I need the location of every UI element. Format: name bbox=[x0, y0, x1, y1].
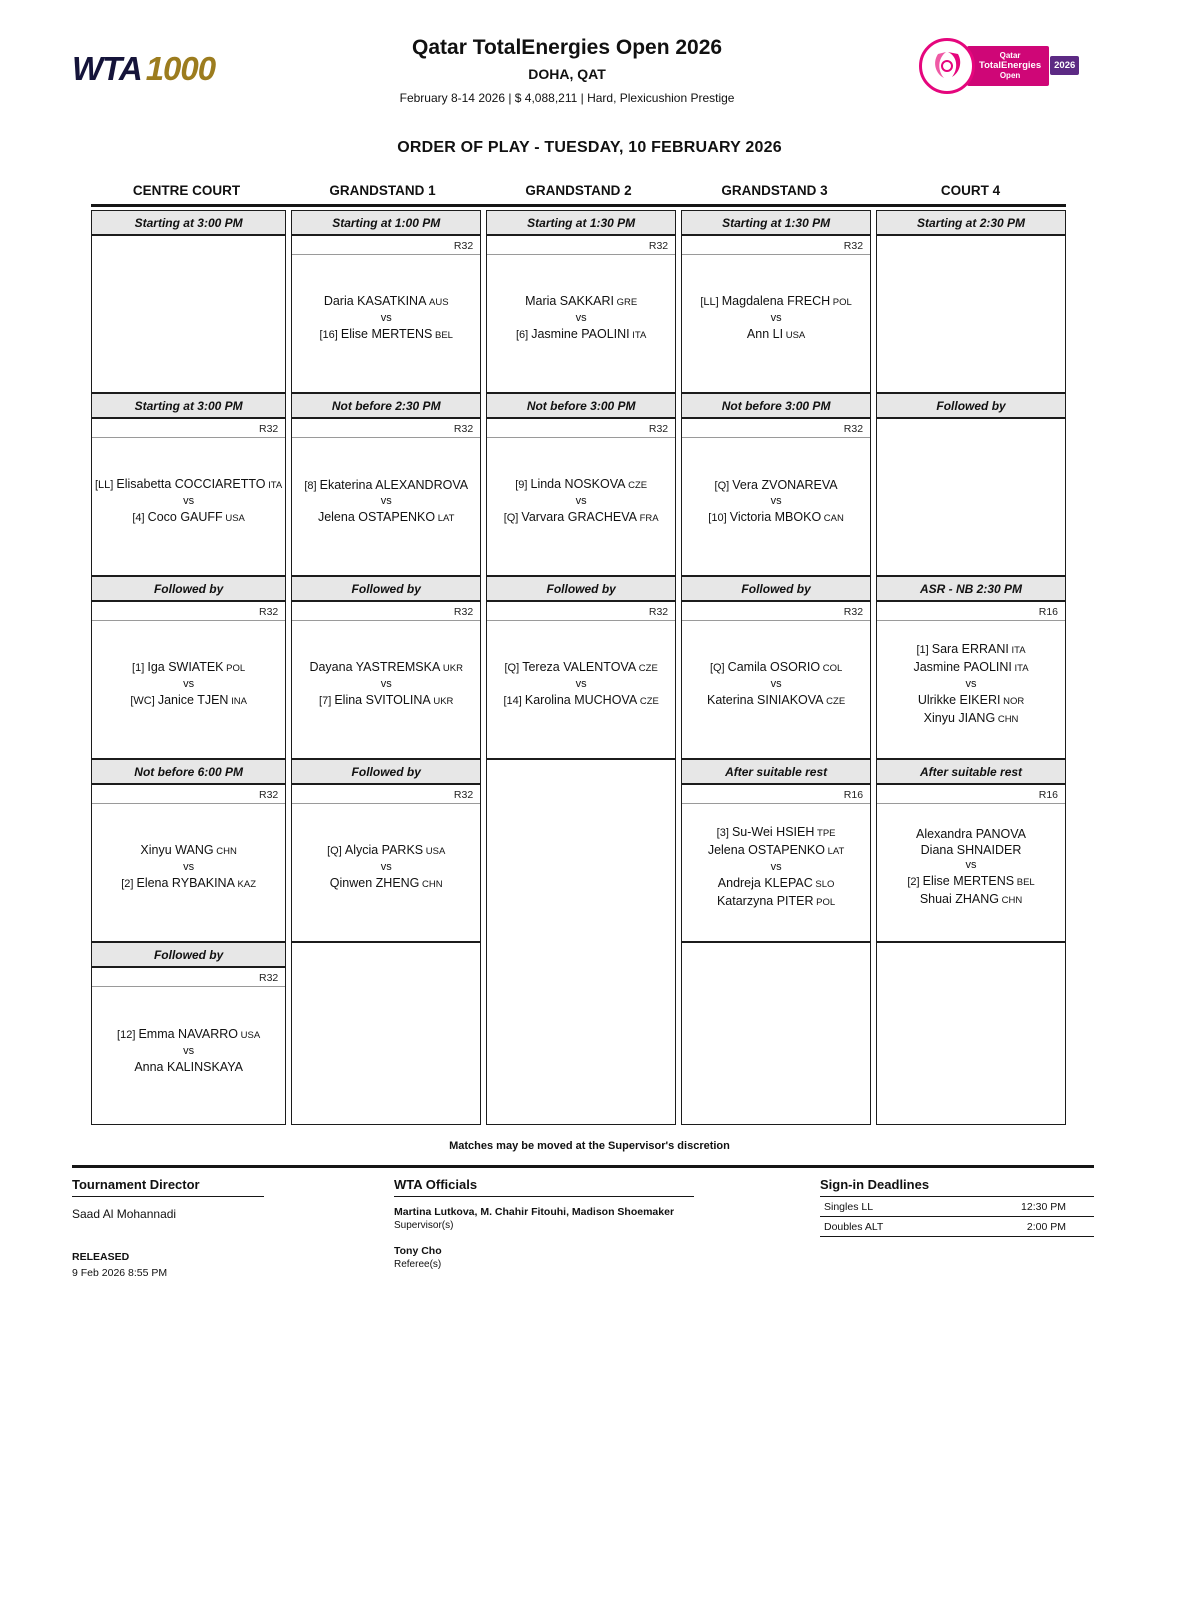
player-line: [Q] Camila OSORIO COL bbox=[709, 660, 843, 674]
country-code: LAT bbox=[435, 512, 455, 524]
player-line: Diana SHNAIDER bbox=[920, 843, 1022, 857]
empty-match-cell bbox=[876, 235, 1066, 393]
court-column-1 bbox=[291, 210, 481, 1125]
player-line: [WC] Janice TJEN INA bbox=[130, 693, 247, 707]
slot-time-header: Followed by bbox=[486, 576, 676, 601]
player-line: Qinwen ZHENG CHN bbox=[329, 876, 443, 890]
round-label: R32 bbox=[92, 785, 285, 804]
seed-label: [7] bbox=[319, 695, 335, 707]
country-code: CHN bbox=[995, 714, 1019, 725]
match-cell bbox=[91, 784, 286, 942]
player-line: [Q] Alycia PARKS USA bbox=[327, 843, 446, 857]
country-code: CAN bbox=[821, 512, 844, 524]
match-players bbox=[487, 438, 675, 575]
round-label: R32 bbox=[292, 419, 480, 438]
seed-label: [Q] bbox=[714, 479, 733, 492]
slot-time-header: Followed by bbox=[876, 393, 1066, 418]
slot-time-header: After suitable rest bbox=[876, 759, 1066, 784]
empty-cell bbox=[291, 942, 481, 1125]
vs-label: vs bbox=[770, 494, 782, 507]
match-players bbox=[877, 804, 1065, 941]
country-code: ITA bbox=[629, 330, 647, 341]
signin-deadlines-section bbox=[820, 1177, 1094, 1279]
tournament-title: Qatar TotalEnergies Open 2026 bbox=[412, 36, 723, 59]
player-line: Katerina SINIAKOVA CZE bbox=[707, 693, 846, 707]
country-code: ITA bbox=[265, 480, 283, 491]
country-code: KAZ bbox=[234, 879, 257, 890]
country-code: INA bbox=[228, 696, 247, 707]
round-label: R32 bbox=[487, 602, 675, 621]
player-line: [9] Linda NOSKOVA CZE bbox=[515, 477, 648, 491]
match-players bbox=[487, 255, 675, 392]
round-label: R32 bbox=[292, 236, 480, 255]
seed-label: [1] bbox=[132, 662, 148, 674]
match-cell bbox=[291, 235, 481, 393]
seed-label: [LL] bbox=[95, 479, 117, 491]
seed-label: [2] bbox=[121, 878, 137, 890]
round-label: R32 bbox=[682, 602, 870, 621]
round-label: R32 bbox=[92, 602, 285, 621]
wta-1000-logo bbox=[72, 50, 215, 88]
tournament-details: February 8-14 2026 | $ 4,088,211 | Hard, Plexicushion Prestige bbox=[399, 91, 735, 105]
country-code: COL bbox=[820, 663, 843, 674]
match-cell bbox=[486, 235, 676, 393]
player-line: [4] Coco GAUFF USA bbox=[132, 510, 245, 524]
country-code: ITA bbox=[1011, 663, 1029, 674]
country-code: BEL bbox=[432, 330, 453, 341]
match-cell bbox=[486, 418, 676, 576]
match-cell bbox=[91, 601, 286, 759]
logo-line-qatar: Qatar bbox=[999, 51, 1021, 61]
seed-label: [6] bbox=[515, 329, 532, 341]
wta-logo-text: WTA bbox=[72, 50, 142, 87]
player-line: [Q] Varvara GRACHEVA FRA bbox=[503, 510, 659, 524]
vs-label: vs bbox=[575, 678, 587, 690]
deadline-time: 12:30 PM bbox=[1021, 1201, 1066, 1213]
player-line: Alexandra PANOVA bbox=[916, 827, 1027, 841]
match-cell bbox=[91, 418, 286, 576]
round-label: R32 bbox=[92, 968, 285, 987]
court-column-3 bbox=[681, 210, 871, 1125]
vs-label: vs bbox=[575, 495, 587, 507]
wta-officials-label: WTA Officials bbox=[394, 1177, 694, 1197]
empty-cell bbox=[876, 942, 1066, 1125]
player-line: [2] Elise MERTENS BEL bbox=[907, 874, 1035, 888]
vs-label: vs bbox=[965, 678, 977, 690]
player-line: Andreja KLEPAC SLO bbox=[717, 876, 835, 890]
match-cell bbox=[876, 601, 1066, 759]
country-code: LAT bbox=[825, 846, 845, 857]
player-line: [LL] Elisabetta COCCIARETTO ITA bbox=[95, 477, 283, 491]
seed-label: [Q] bbox=[327, 845, 345, 857]
court-name-3: GRANDSTAND 3 bbox=[721, 183, 828, 198]
tournament-director-label: Tournament Director bbox=[72, 1177, 264, 1197]
vs-label: vs bbox=[183, 495, 195, 507]
match-cell bbox=[681, 418, 871, 576]
court-name-0: CENTRE COURT bbox=[132, 183, 241, 198]
seed-label: [8] bbox=[304, 479, 320, 492]
player-line: [3] Su-Wei HSIEH TPE bbox=[716, 825, 836, 839]
country-code: USA bbox=[238, 1030, 261, 1041]
slot-time-header: Starting at 1:30 PM bbox=[486, 210, 676, 235]
player-line: Shuai ZHANG CHN bbox=[919, 892, 1023, 906]
deadline-time: 2:00 PM bbox=[1026, 1221, 1066, 1233]
vs-label: vs bbox=[770, 861, 782, 873]
vs-label: vs bbox=[183, 1045, 195, 1057]
country-code: CHN bbox=[213, 846, 237, 857]
seed-label: [9] bbox=[515, 479, 531, 491]
player-line: Dayana YASTREMSKA UKR bbox=[309, 660, 463, 674]
player-line: Daria KASATKINA AUS bbox=[323, 294, 449, 308]
seed-label: [4] bbox=[132, 512, 148, 524]
vs-label: vs bbox=[770, 312, 782, 324]
deadline-row-doubles bbox=[820, 1217, 1094, 1237]
table-top-rule bbox=[91, 204, 1066, 207]
empty-match-cell bbox=[876, 418, 1066, 576]
slot-time-header: Starting at 3:00 PM bbox=[91, 393, 286, 418]
player-line: [10] Victoria MBOKO CAN bbox=[708, 509, 844, 524]
seed-label: [10] bbox=[708, 511, 730, 524]
match-cell bbox=[876, 784, 1066, 942]
round-label: R32 bbox=[92, 419, 285, 438]
country-code: USA bbox=[222, 513, 245, 524]
round-label: R32 bbox=[292, 785, 480, 804]
supervisor-role: Supervisor(s) bbox=[394, 1220, 454, 1231]
player-line: Jasmine PAOLINI ITA bbox=[913, 660, 1029, 674]
page-footer bbox=[72, 1168, 1094, 1279]
tournament-header bbox=[215, 34, 919, 105]
seed-label: [12] bbox=[117, 1029, 139, 1041]
match-players bbox=[92, 621, 285, 758]
round-label: R32 bbox=[487, 236, 675, 255]
vs-label: vs bbox=[380, 312, 392, 324]
seed-label: [LL] bbox=[700, 296, 722, 308]
court-column-4 bbox=[876, 210, 1066, 1125]
round-label: R32 bbox=[292, 602, 480, 621]
country-code: CZE bbox=[636, 663, 658, 674]
country-code: ITA bbox=[1008, 645, 1026, 656]
tournament-director-name: Saad Al Mohannadi bbox=[72, 1207, 177, 1221]
supervisor-names: Martina Lutkova, M. Chahir Fitouhi, Madison Shoemaker bbox=[394, 1206, 675, 1218]
referee-name: Tony Cho bbox=[394, 1245, 442, 1257]
court-name-2: GRANDSTAND 2 bbox=[525, 183, 632, 198]
country-code: BEL bbox=[1014, 877, 1035, 888]
round-label: R16 bbox=[877, 602, 1065, 621]
match-cell bbox=[681, 601, 871, 759]
player-line: [6] Jasmine PAOLINI ITA bbox=[515, 327, 647, 341]
deadline-row-singles bbox=[820, 1197, 1094, 1217]
player-line: Xinyu JIANG CHN bbox=[923, 711, 1019, 725]
tournament-flower-icon bbox=[919, 38, 975, 94]
match-players bbox=[877, 621, 1065, 758]
round-label: R32 bbox=[487, 419, 675, 438]
logo-year-badge: 2026 bbox=[1050, 56, 1079, 75]
country-code: SLO bbox=[812, 879, 835, 890]
vs-label: vs bbox=[183, 678, 195, 690]
vs-label: vs bbox=[965, 859, 977, 871]
slot-time-header: Starting at 1:30 PM bbox=[681, 210, 871, 235]
wta-1000-text: 1000 bbox=[145, 50, 216, 87]
player-line: Jelena OSTAPENKO LAT bbox=[707, 843, 845, 857]
country-code: GRE bbox=[614, 297, 638, 308]
country-code: POL bbox=[830, 297, 852, 308]
court-column-2 bbox=[486, 210, 676, 1125]
player-line: [1] Iga SWIATEK POL bbox=[132, 660, 246, 674]
player-line: [7] Elina SVITOLINA UKR bbox=[319, 693, 454, 707]
match-cell bbox=[291, 418, 481, 576]
round-label: R32 bbox=[682, 236, 870, 255]
match-cell bbox=[291, 784, 481, 942]
country-code: CZE bbox=[637, 696, 659, 707]
court-columns bbox=[91, 210, 1066, 1125]
match-cell bbox=[291, 601, 481, 759]
vs-label: vs bbox=[380, 861, 392, 873]
country-code: TPE bbox=[814, 828, 836, 839]
tournament-logo bbox=[919, 38, 1097, 94]
court-names-row bbox=[91, 183, 1066, 204]
tournament-director-section bbox=[72, 1177, 394, 1279]
court-name-4: COURT 4 bbox=[940, 183, 1001, 198]
seed-label: [Q] bbox=[709, 662, 728, 674]
player-line: [16] Elise MERTENS BEL bbox=[319, 327, 453, 341]
player-line: Maria SAKKARI GRE bbox=[525, 294, 638, 308]
match-players bbox=[92, 804, 285, 941]
slot-time-header: Starting at 3:00 PM bbox=[91, 210, 286, 235]
seed-label: [16] bbox=[319, 329, 341, 341]
referee-role: Referee(s) bbox=[394, 1259, 442, 1270]
vs-label: vs bbox=[770, 678, 782, 690]
country-code: UKR bbox=[440, 663, 463, 674]
empty-match-cell bbox=[91, 235, 286, 393]
vs-label: vs bbox=[183, 861, 195, 873]
slot-time-header: Followed by bbox=[291, 759, 481, 784]
seed-label: [Q] bbox=[503, 512, 522, 524]
slot-time-header: Not before 6:00 PM bbox=[91, 759, 286, 784]
order-of-play-table bbox=[91, 183, 1066, 1125]
player-line: Ann LI USA bbox=[746, 327, 806, 341]
match-cell bbox=[681, 784, 871, 942]
country-code: UKR bbox=[430, 696, 454, 707]
match-players bbox=[292, 438, 480, 575]
player-line: [8] Ekaterina ALEXANDROVA bbox=[304, 477, 469, 492]
tournament-logo-boxes bbox=[967, 46, 1079, 85]
slot-time-header: Not before 2:30 PM bbox=[291, 393, 481, 418]
match-players bbox=[292, 804, 480, 941]
slot-time-header: ASR - NB 2:30 PM bbox=[876, 576, 1066, 601]
player-line: [Q] Tereza VALENTOVA CZE bbox=[504, 660, 658, 674]
match-players bbox=[487, 621, 675, 758]
vs-label: vs bbox=[380, 678, 392, 690]
supervisor-note: Matches may be moved at the Supervisor's discretion bbox=[449, 1140, 730, 1152]
wta-officials-section bbox=[394, 1177, 820, 1279]
logo-line-totalenergies: TotalEnergies bbox=[979, 59, 1042, 71]
seed-label: [Q] bbox=[504, 662, 523, 674]
player-line: [1] Sara ERRANI ITA bbox=[916, 642, 1026, 656]
country-code: POL bbox=[223, 663, 246, 674]
player-line: Xinyu WANG CHN bbox=[140, 843, 237, 857]
seed-label: [14] bbox=[503, 695, 525, 707]
slot-time-header: Not before 3:00 PM bbox=[486, 393, 676, 418]
country-code: NOR bbox=[1000, 696, 1025, 707]
slot-time-header: Followed by bbox=[91, 576, 286, 601]
match-players bbox=[682, 621, 870, 758]
slot-time-header: Followed by bbox=[291, 576, 481, 601]
match-cell bbox=[681, 235, 871, 393]
round-label: R32 bbox=[682, 419, 870, 438]
slot-time-header: Followed by bbox=[91, 942, 286, 967]
order-of-play-title: ORDER OF PLAY - TUESDAY, 10 FEBRUARY 2026 bbox=[397, 139, 782, 156]
country-code: CZE bbox=[823, 696, 846, 707]
country-code: CZE bbox=[625, 480, 648, 491]
country-code: CHN bbox=[999, 895, 1023, 906]
match-players bbox=[92, 438, 285, 575]
country-code: FRA bbox=[636, 513, 659, 524]
logo-line-open: Open bbox=[999, 71, 1021, 81]
released-label: RELEASED bbox=[72, 1251, 130, 1263]
player-line: [LL] Magdalena FRECH POL bbox=[700, 294, 852, 308]
player-line: Ulrikke EIKERI NOR bbox=[917, 693, 1025, 707]
round-label: R16 bbox=[682, 785, 870, 804]
country-code: POL bbox=[813, 897, 836, 908]
match-cell bbox=[486, 601, 676, 759]
country-code: USA bbox=[783, 330, 806, 341]
slot-time-header: Starting at 1:00 PM bbox=[291, 210, 481, 235]
court-column-0 bbox=[91, 210, 286, 1125]
player-line: Jelena OSTAPENKO LAT bbox=[317, 509, 455, 524]
player-line: Katarzyna PITER POL bbox=[716, 894, 836, 908]
player-line: Anna KALINSKAYA bbox=[134, 1060, 243, 1074]
player-line: [12] Emma NAVARRO USA bbox=[117, 1027, 261, 1041]
deadline-label: Doubles ALT bbox=[824, 1221, 884, 1233]
seed-label: [2] bbox=[907, 876, 923, 888]
seed-label: [WC] bbox=[130, 695, 158, 707]
round-label: R16 bbox=[877, 785, 1065, 804]
signin-deadlines-label: Sign-in Deadlines bbox=[820, 1177, 1094, 1197]
released-date: 9 Feb 2026 8:55 PM bbox=[72, 1267, 168, 1279]
match-players bbox=[292, 255, 480, 392]
country-code: AUS bbox=[426, 297, 449, 308]
country-code: USA bbox=[423, 846, 446, 857]
match-players bbox=[682, 438, 870, 575]
vs-label: vs bbox=[575, 312, 587, 324]
slot-time-header: Not before 3:00 PM bbox=[681, 393, 871, 418]
seed-label: [3] bbox=[716, 827, 732, 839]
empty-cell bbox=[486, 759, 676, 1125]
player-line: [14] Karolina MUCHOVA CZE bbox=[503, 693, 659, 707]
match-players bbox=[682, 804, 870, 941]
court-name-1: GRANDSTAND 1 bbox=[329, 183, 436, 198]
player-line: [2] Elena RYBAKINA KAZ bbox=[121, 876, 257, 890]
slot-time-header: After suitable rest bbox=[681, 759, 871, 784]
match-cell bbox=[91, 967, 286, 1125]
match-players bbox=[682, 255, 870, 392]
deadline-label: Singles LL bbox=[824, 1201, 874, 1213]
player-line: [Q] Vera ZVONAREVA bbox=[714, 477, 838, 492]
vs-label: vs bbox=[380, 494, 392, 507]
country-code: CHN bbox=[419, 879, 443, 890]
match-players bbox=[92, 987, 285, 1124]
slot-time-header: Followed by bbox=[681, 576, 871, 601]
page-header bbox=[0, 0, 1179, 105]
empty-cell bbox=[681, 942, 871, 1125]
tournament-logo-name bbox=[967, 46, 1049, 85]
match-players bbox=[292, 621, 480, 758]
seed-label: [1] bbox=[916, 644, 932, 656]
slot-time-header: Starting at 2:30 PM bbox=[876, 210, 1066, 235]
tournament-location: DOHA, QAT bbox=[528, 66, 606, 82]
